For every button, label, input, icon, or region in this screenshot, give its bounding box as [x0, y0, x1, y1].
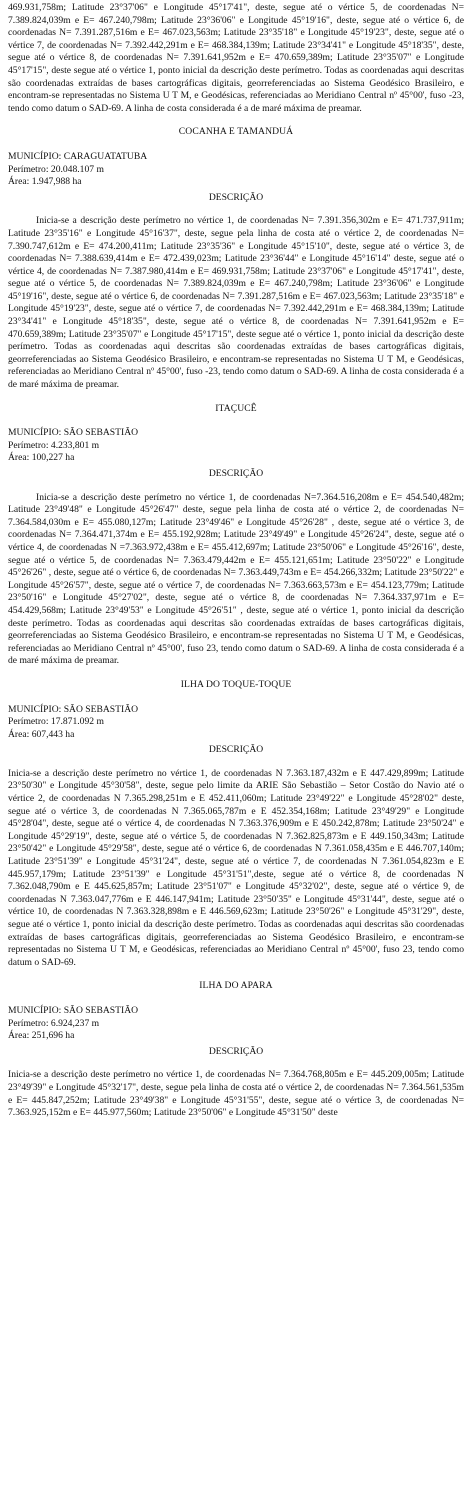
- descricao-heading: DESCRIÇÃO: [208, 468, 264, 479]
- section-title: ILHA DO TOQUE-TOQUE: [180, 678, 292, 690]
- area-label: Área: 251,696 ha: [8, 1030, 75, 1042]
- section-cocanha-tamandua: [8, 126, 464, 391]
- section-meta: [8, 151, 464, 189]
- description-paragraph: Inicia-se a descrição deste perímetro no vértice 1, de coordenadas N=7.364.516,208m e E= 454.540,482m; Latitude 23°49'48" e Longitude 45°26'47" deste, segue pela linha de costa até o vértice 2, de coordenadas N= 7.364.584,030m e E= 455.080,127m; Latitude 23°49'46" e Longitude 45°26'28" , deste, segue até o vértice 3, de coordenadas N= 7.364.471,374m e E= 455.192,928m; Latitude 23°49'49" e Longitude 45°26'24", deste, segue até o vértice 4, de coordenadas N =7.363.972,438m e E= 455.412,697m; Latitude 23°50'06" e Longitude 45°26'16", deste, segue até o vértice 5, de coordenadas N= 7.363.479,442m e E= 455.121,651m; Latitude 23°50'22" e Longitude 45°26'26" , deste, segue até o vértice 6, de coordenadas N= 7.363.449,743m e E= 454.266,332m; Latitude 23°50'22" e Longitude 45°26'57", deste, segue até o vértice 7, de coordenadas N= 7.363.663,573m e E= 454.123,779m; Latitude 23°50'16" e Longitude 45°27'02", deste, segue até o vértice 8, de coordenadas N= 7.364.337,971m e E= 454.429,568m; Latitude 23°49'53" e Longitude 45°26'51" , deste, segue até o vértice 1, ponto inicial da descrição deste perímetro. Todas as coordenadas aqui descritas são coordenadas extraídas de bases cartográficas digitais, georreferenciadas ao Sistema Geodésico Brasileiro, e encontram-se representadas no Sistema U T M, e Geodésicas, referenciadas ao Meridiano Central nº 45°00', fuso 23, tendo como datum o SAD-69. A linha de costa considerada é a de maré máxima de preamar.: [8, 491, 464, 667]
- section-itacuce: [8, 403, 464, 668]
- municipio-label: MUNICÍPIO: SÃO SEBASTIÃO: [8, 703, 139, 715]
- area-label: Área: 100,227 ha: [8, 452, 75, 464]
- descricao-heading: DESCRIÇÃO: [208, 1045, 264, 1057]
- municipio-label: MUNICÍPIO: SÃO SEBASTIÃO: [8, 427, 139, 439]
- description-paragraph: Inicia-se a descrição deste perímetro no vértice 1, de coordenadas N= 7.391.356,302m e E= 471.737,911m; Latitude 23°35'16" e Longitude 45°16'37", deste, segue pela linha de costa até o vértice 2, de coordenadas N= 7.390.747,612m e E= 474.200,411m; Latitude 23°35'36" e Longitude 45°15'10", deste, segue até o vértice 3, de coordenadas N= 7.388.639,414m e E= 472.439,023m; Latitude 23°36'44" e Longitude 45°16'14" deste, segue até o vértice 4, de coordenadas N= 7.387.980,414m e E= 469.931,758m; Latitude 23°37'06" e Longitude 45°17'41", deste, segue até o vértice 5, de coordenadas N= 7.389.824,039m e E= 467.240,798m; Latitude 23°36'06" e Longitude 45°19'16", deste, segue até o vértice 6, de coordenadas N= 7.391.287,516m e E= 467.023,563m; Latitude 23°35'18" e Longitude 45°19'23", deste, segue até o vértice 7, de coordenadas N= 7.392.442,291m e E= 468.384,139m; Latitude 23°34'41" e Longitude 45°18'35", deste, segue até o vértice 8, de coordenadas N= 7.391.641,952m e E= 470.659,389m; Latitude 23°35'07" e Longitude 45°17'15", deste segue até o vértice 1, ponto inicial da descrição deste perímetro. Todas as coordenadas aqui descritas são coordenadas extraídas de bases cartográficas digitais, georreferenciadas ao Sistema Geodésico Brasileiro, e encontram-se representadas no Sistema U T M, e Geodésicas, referenciadas ao Meridiano Central nº 45°00', fuso -23, tendo como datum o SAD-69. A linha de costa considerada é a de maré máxima de preamar.: [8, 215, 464, 391]
- section-meta: [8, 1005, 464, 1043]
- descricao-heading: DESCRIÇÃO: [208, 191, 264, 203]
- descricao-heading: DESCRIÇÃO: [208, 744, 264, 756]
- perimetro-label: Perímetro: 20.048.107 m: [8, 163, 104, 175]
- section-title: ILHA DO APARA: [199, 980, 273, 992]
- section-ilha-do-toque-toque: [8, 679, 464, 969]
- perimetro-label: Perímetro: 4.233,801 m: [8, 439, 100, 451]
- intro-paragraph: 469.931,758m; Latitude 23°37'06" e Longitude 45°17'41", deste, segue até o vértice 5, de coordenadas N= 7.389.824,039m e E= 467.240,798m; Latitude 23°36'06" e Longitude 45°19'16", deste, segue até o vértice 6, de coordenadas N= 7.391.287,516m e E= 467.023,563m; Latitude 23°35'18" e Longitude 45°19'23", deste, segue até o vértice 7, de coordenadas N= 7.392.442,291m e E= 468.384,139m; Latitude 23°34'41" e Longitude 45°18'35", deste, segue até o vértice 8, de coordenadas N= 7.391.641,952m e E= 470.659,389m; Latitude 23°35'07" e Longitude 45°17'15", deste segue até o vértice 1, ponto inicial da descrição deste perímetro. Todas as coordenadas aqui descritas são coordenadas extraídas de bases cartográficas digitais, georreferenciadas ao Sistema Geodésico Brasileiro, e encontram-se representadas no Sistema U T M, e Geodésicas, referenciadas ao Meridiano Central nº 45°00', fuso -23, tendo como datum o SAD-69. A linha de costa considerada é a de maré máxima de preamar.: [8, 2, 464, 114]
- section-meta: [8, 427, 464, 465]
- area-label: Área: 1.947,988 ha: [8, 176, 82, 188]
- perimetro-label: Perímetro: 6.924,237 m: [8, 1017, 100, 1029]
- perimetro-label: Perímetro: 17.871.092 m: [8, 716, 104, 728]
- area-label: Área: 607,443 ha: [8, 728, 75, 740]
- section-title: COCANHA E TAMANDUÁ: [178, 126, 294, 138]
- municipio-label: MUNICÍPIO: SÃO SEBASTIÃO: [8, 1004, 139, 1016]
- description-paragraph: Inicia-se a descrição deste perímetro no vértice 1, de coordenadas N= 7.364.768,805m e E= 445.209,005m; Latitude 23°49'39" e Longitude 45°32'17", deste, segue pela linha de costa até o vértice 2, de coordenadas N= 7.364.561,535m e E= 445.847,252m; Latitude 23°49'38" e Longitude 45°31'55", deste, segue até o vértice 3, de coordenadas N= 7.363.925,152m e E= 445.977,560m; Latitude 23°50'06" e Longitude 45°31'50" deste: [8, 1069, 464, 1119]
- section-meta: [8, 704, 464, 742]
- description-paragraph: Inicia-se a descrição deste perímetro no vértice 1, de coordenadas N 7.363.187,432m e E 447.429,899m; Latitude 23°50'30" e Longitude 45°30'58", deste, segue pelo limite da ARIE São Sebastião – Setor Costão do Navio até o vértice 2, de coordenadas N 7.365.298,251m e E 452.411,060m; Latitude 23°49'22" e Longitude 45°28'02" deste, segue até o vértice 3, de coordenadas N 7.365.065,787m e E 452.354,168m; Latitude 23°49'29" e Longitude 45°28'04", deste, segue até o vértice 4, de coordenadas N 7.363.376,909m e E 450.242,878m; Latitude 23°50'24" e Longitude 45°29'19", deste, segue até o vértice 5, de coordenadas N 7.362.825,873m e E 449.150,343m; Latitude 23°50'42" e Longitude 45°29'58", deste, segue até o vértice 6, de coordenadas N 7.361.058,435m e E 446.707,140m; Latitude 23°51'39" e Longitude 45°31'24", deste, segue até o vértice 7, de coordenadas N 7.361.054,823m e E 445.957,179m; Latitude 23°51'39" e Longitude 45°31'51",deste, segue até o vértice 8, de coordenadas N 7.362.048,790m e E 445.625,857m; Latitude 23°51'07" e Longitude 45°32'02", deste, segue até o vértice 9, de coordenadas N 7.363.047,776m e E 446.147,941m; Latitude 23°50'35" e Longitude 45°31'44", deste, segue até o vértice 10, de coordenadas N 7.363.328,898m e E 446.569,623m; Latitude 23°50'26" e Longitude 45°31'29", deste, segue até o vértice 1, ponto inicial da descrição deste perímetro. Todas as coordenadas aqui descritas são coordenadas extraídas de bases cartográficas digitais, georreferenciadas ao Sistema Geodésico Brasileiro, e encontram-se representadas no Sistema U T M, e Geodésicas, referenciadas ao Meridiano Central nº 45°00', fuso 23, tendo como datum o SAD-69.: [8, 767, 464, 968]
- section-title: ITAÇUCÊ: [215, 402, 257, 414]
- municipio-label: MUNICÍPIO: CARAGUATATUBA: [8, 150, 148, 162]
- section-ilha-do-apara: [8, 980, 464, 1119]
